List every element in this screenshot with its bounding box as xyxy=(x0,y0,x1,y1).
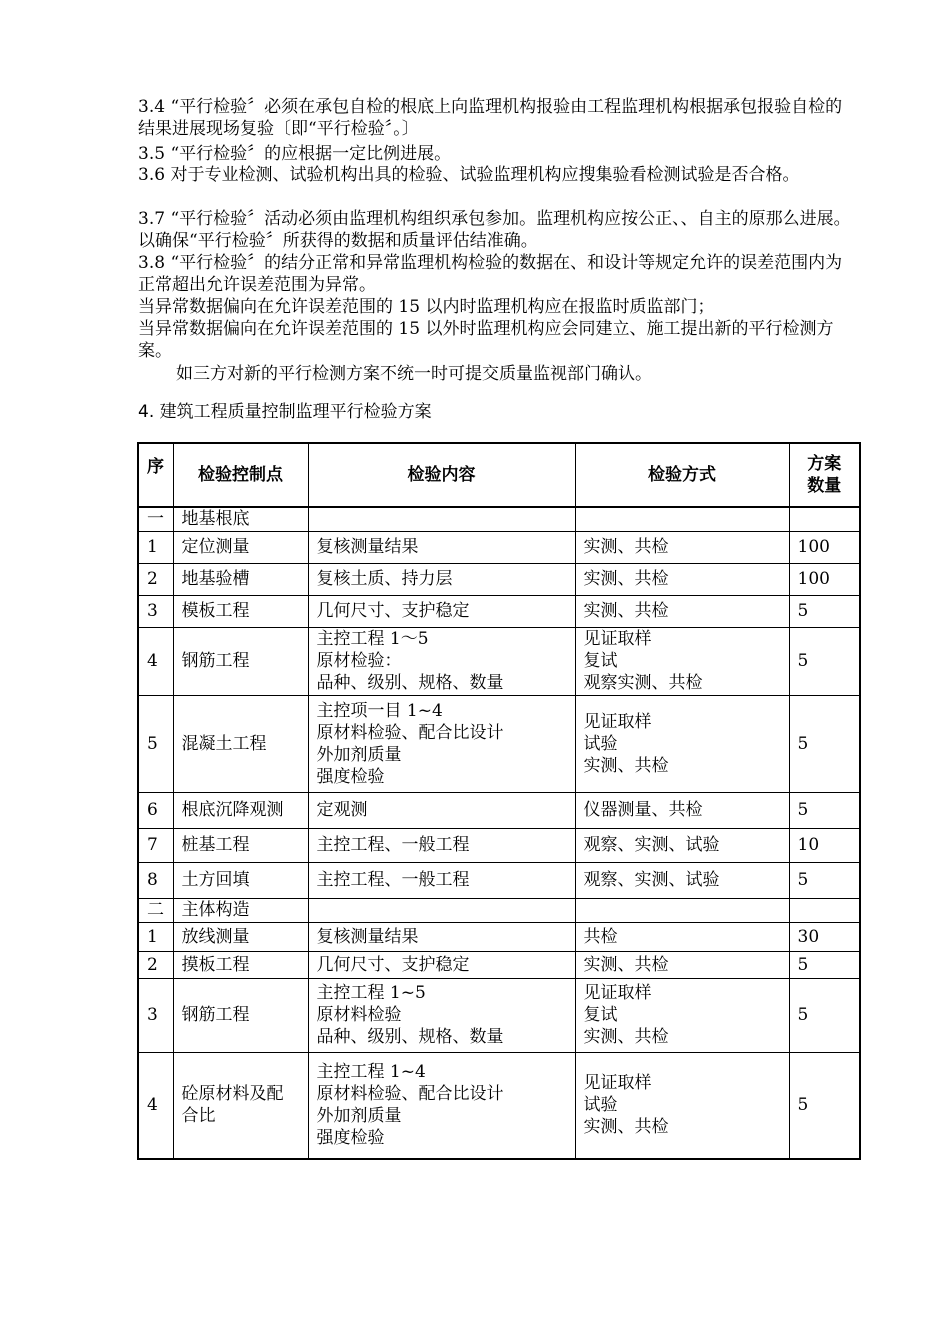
row-no: 1 xyxy=(138,531,173,563)
paragraph-3-5: 3.5 “平行检验〞的应根据一定比例进展。 xyxy=(138,144,452,164)
header-content: 检验内容 xyxy=(308,443,575,507)
method-line: 复试 xyxy=(583,651,618,671)
row-no: 1 xyxy=(138,922,173,951)
paragraph-3-4: 3.4 “平行检验〞必须在承包自检的根底上向监理机构报验由工程监理机构根据承包报验自检的结果进展现场复验〔即“平行检验〞。〕 xyxy=(138,97,843,139)
row-count: 5 xyxy=(789,792,860,828)
row-content: 几何尺寸、支护稳定 xyxy=(308,595,575,627)
row-content xyxy=(308,1052,575,1159)
row-no: 3 xyxy=(138,978,173,1052)
row-no: 2 xyxy=(138,951,173,978)
content-line: 品种、级别、规格、数量 xyxy=(316,1027,504,1047)
row-method xyxy=(575,978,789,1052)
method-line: 试验 xyxy=(583,733,618,754)
content-line: 原材料检验、配合比设计 xyxy=(316,722,504,743)
method-line: 见证取样 xyxy=(583,711,652,732)
paragraph-3-7: 3.7 “平行检验〞活动必须由监理机构组织承包参加。监理机构应按公正、、自主的原那么进展。以确保“平行检验〞所获得的数据和质量评估结准确。 xyxy=(138,209,851,251)
table-row xyxy=(138,922,860,951)
table-row xyxy=(138,978,860,1052)
row-point: 模板工程 xyxy=(173,595,308,627)
row-no: 6 xyxy=(138,792,173,828)
header-count-line1: 方案 xyxy=(807,454,842,474)
row-content xyxy=(308,627,575,695)
inspection-plan-table xyxy=(137,442,861,1160)
empty-cell xyxy=(575,898,789,922)
content-line: 外加剂质量 xyxy=(316,744,402,765)
row-content: 定观测 xyxy=(308,792,575,828)
row-point: 钢筋工程 xyxy=(173,978,308,1052)
row-count: 5 xyxy=(789,627,860,695)
empty-cell xyxy=(575,507,789,531)
row-count: 5 xyxy=(789,951,860,978)
row-point: 砼原材料及配合比 xyxy=(173,1052,308,1159)
table-row xyxy=(138,828,860,862)
method-line: 实测、共检 xyxy=(583,755,669,776)
content-line: 原材检验： xyxy=(316,651,402,671)
row-method: 观察、实测、试验 xyxy=(575,828,789,862)
row-point: 钢筋工程 xyxy=(173,627,308,695)
row-method: 实测、共检 xyxy=(575,531,789,563)
table-row xyxy=(138,531,860,563)
row-content xyxy=(308,978,575,1052)
table-row xyxy=(138,792,860,828)
row-count: 5 xyxy=(789,862,860,898)
table-row xyxy=(138,862,860,898)
row-content xyxy=(308,695,575,792)
row-content: 几何尺寸、支护稳定 xyxy=(308,951,575,978)
row-no: 2 xyxy=(138,563,173,595)
row-content: 复核测量结果 xyxy=(308,531,575,563)
row-count: 5 xyxy=(789,695,860,792)
row-method: 实测、共检 xyxy=(575,563,789,595)
content-line: 主控项一目 1~4 xyxy=(316,700,443,721)
row-no: 4 xyxy=(138,627,173,695)
section-row-foundation xyxy=(138,507,860,531)
row-point: 混凝土工程 xyxy=(173,695,308,792)
row-content: 复核测量结果 xyxy=(308,922,575,951)
content-line: 品种、级别、规格、数量 xyxy=(316,673,504,693)
header-point: 检验控制点 xyxy=(173,443,308,507)
section-title: 主体构造 xyxy=(173,898,308,922)
row-point: 地基验槽 xyxy=(173,563,308,595)
table-row xyxy=(138,595,860,627)
empty-cell xyxy=(789,507,860,531)
row-point: 放线测量 xyxy=(173,922,308,951)
section-row-main-structure xyxy=(138,898,860,922)
paragraph-dispute: 如三方对新的平行检测方案不统一时可提交质量监视部门确认。 xyxy=(176,364,652,384)
content-line: 主控工程 1～5 xyxy=(316,629,429,649)
row-no: 5 xyxy=(138,695,173,792)
section-no: 二 xyxy=(138,898,173,922)
header-method: 检验方式 xyxy=(575,443,789,507)
header-count-line2: 数量 xyxy=(807,476,842,496)
row-count: 10 xyxy=(789,828,860,862)
empty-cell xyxy=(308,898,575,922)
content-line: 原材料检验、配合比设计 xyxy=(316,1084,504,1105)
header-no: 序 xyxy=(138,443,173,507)
row-content: 主控工程、一般工程 xyxy=(308,862,575,898)
row-method: 实测、共检 xyxy=(575,595,789,627)
row-method: 共检 xyxy=(575,922,789,951)
method-line: 实测、共检 xyxy=(583,1027,669,1047)
row-no: 7 xyxy=(138,828,173,862)
section-heading: 4. 建筑工程质量控制监理平行检验方案 xyxy=(138,402,432,422)
row-method: 观察、实测、试验 xyxy=(575,862,789,898)
table-row xyxy=(138,563,860,595)
method-line: 见证取样 xyxy=(583,983,652,1003)
row-count: 5 xyxy=(789,595,860,627)
method-line: 见证取样 xyxy=(583,629,652,649)
content-line: 主控工程 1~5 xyxy=(316,983,426,1003)
table-header-row xyxy=(138,443,860,507)
row-count: 100 xyxy=(789,563,860,595)
empty-cell xyxy=(789,898,860,922)
method-line: 试验 xyxy=(583,1095,618,1116)
content-line: 外加剂质量 xyxy=(316,1106,402,1127)
row-method: 仪器测量、共检 xyxy=(575,792,789,828)
section-no: 一 xyxy=(138,507,173,531)
paragraph-abnormal-within: 当异常数据偏向在允许误差范围的 15 以内时监理机构应在报监时质监部门； xyxy=(138,297,715,317)
row-content: 主控工程、一般工程 xyxy=(308,828,575,862)
method-line: 实测、共检 xyxy=(583,1117,669,1138)
row-point: 摸板工程 xyxy=(173,951,308,978)
row-method: 实测、共检 xyxy=(575,951,789,978)
row-point: 根底沉降观测 xyxy=(173,792,308,828)
row-no: 3 xyxy=(138,595,173,627)
table-row xyxy=(138,1052,860,1159)
row-count: 100 xyxy=(789,531,860,563)
empty-cell xyxy=(308,507,575,531)
row-method xyxy=(575,1052,789,1159)
method-line: 见证取样 xyxy=(583,1073,652,1094)
content-line: 强度检验 xyxy=(316,766,385,787)
row-count: 30 xyxy=(789,922,860,951)
row-content: 复核土质、持力层 xyxy=(308,563,575,595)
section-title: 地基根底 xyxy=(173,507,308,531)
row-method xyxy=(575,627,789,695)
paragraph-abnormal-outside: 当异常数据偏向在允许误差范围的 15 以外时监理机构应会同建立、施工提出新的平行检测方案。 xyxy=(138,319,834,361)
content-line: 主控工程 1~4 xyxy=(316,1062,426,1083)
paragraph-3-6: 3.6 对于专业检测、试验机构出具的检验、试验监理机构应搜集验看检测试验是否合格。 xyxy=(138,165,800,185)
row-count: 5 xyxy=(789,978,860,1052)
method-line: 复试 xyxy=(583,1005,618,1025)
row-point: 桩基工程 xyxy=(173,828,308,862)
content-line: 原材料检验 xyxy=(316,1005,402,1025)
content-line: 强度检验 xyxy=(316,1128,385,1149)
row-no: 8 xyxy=(138,862,173,898)
header-count xyxy=(789,443,860,507)
table-row xyxy=(138,627,860,695)
method-line: 观察实测、共检 xyxy=(583,673,703,693)
row-point: 定位测量 xyxy=(173,531,308,563)
paragraph-3-8: 3.8 “平行检验〞的结分正常和异常监理机构检验的数据在、和设计等规定允许的误差范围内为正常超出允许误差范围为异常。 xyxy=(138,253,843,295)
row-point: 土方回填 xyxy=(173,862,308,898)
row-method xyxy=(575,695,789,792)
table-row xyxy=(138,695,860,792)
row-no: 4 xyxy=(138,1052,173,1159)
row-count: 5 xyxy=(789,1052,860,1159)
table-row xyxy=(138,951,860,978)
